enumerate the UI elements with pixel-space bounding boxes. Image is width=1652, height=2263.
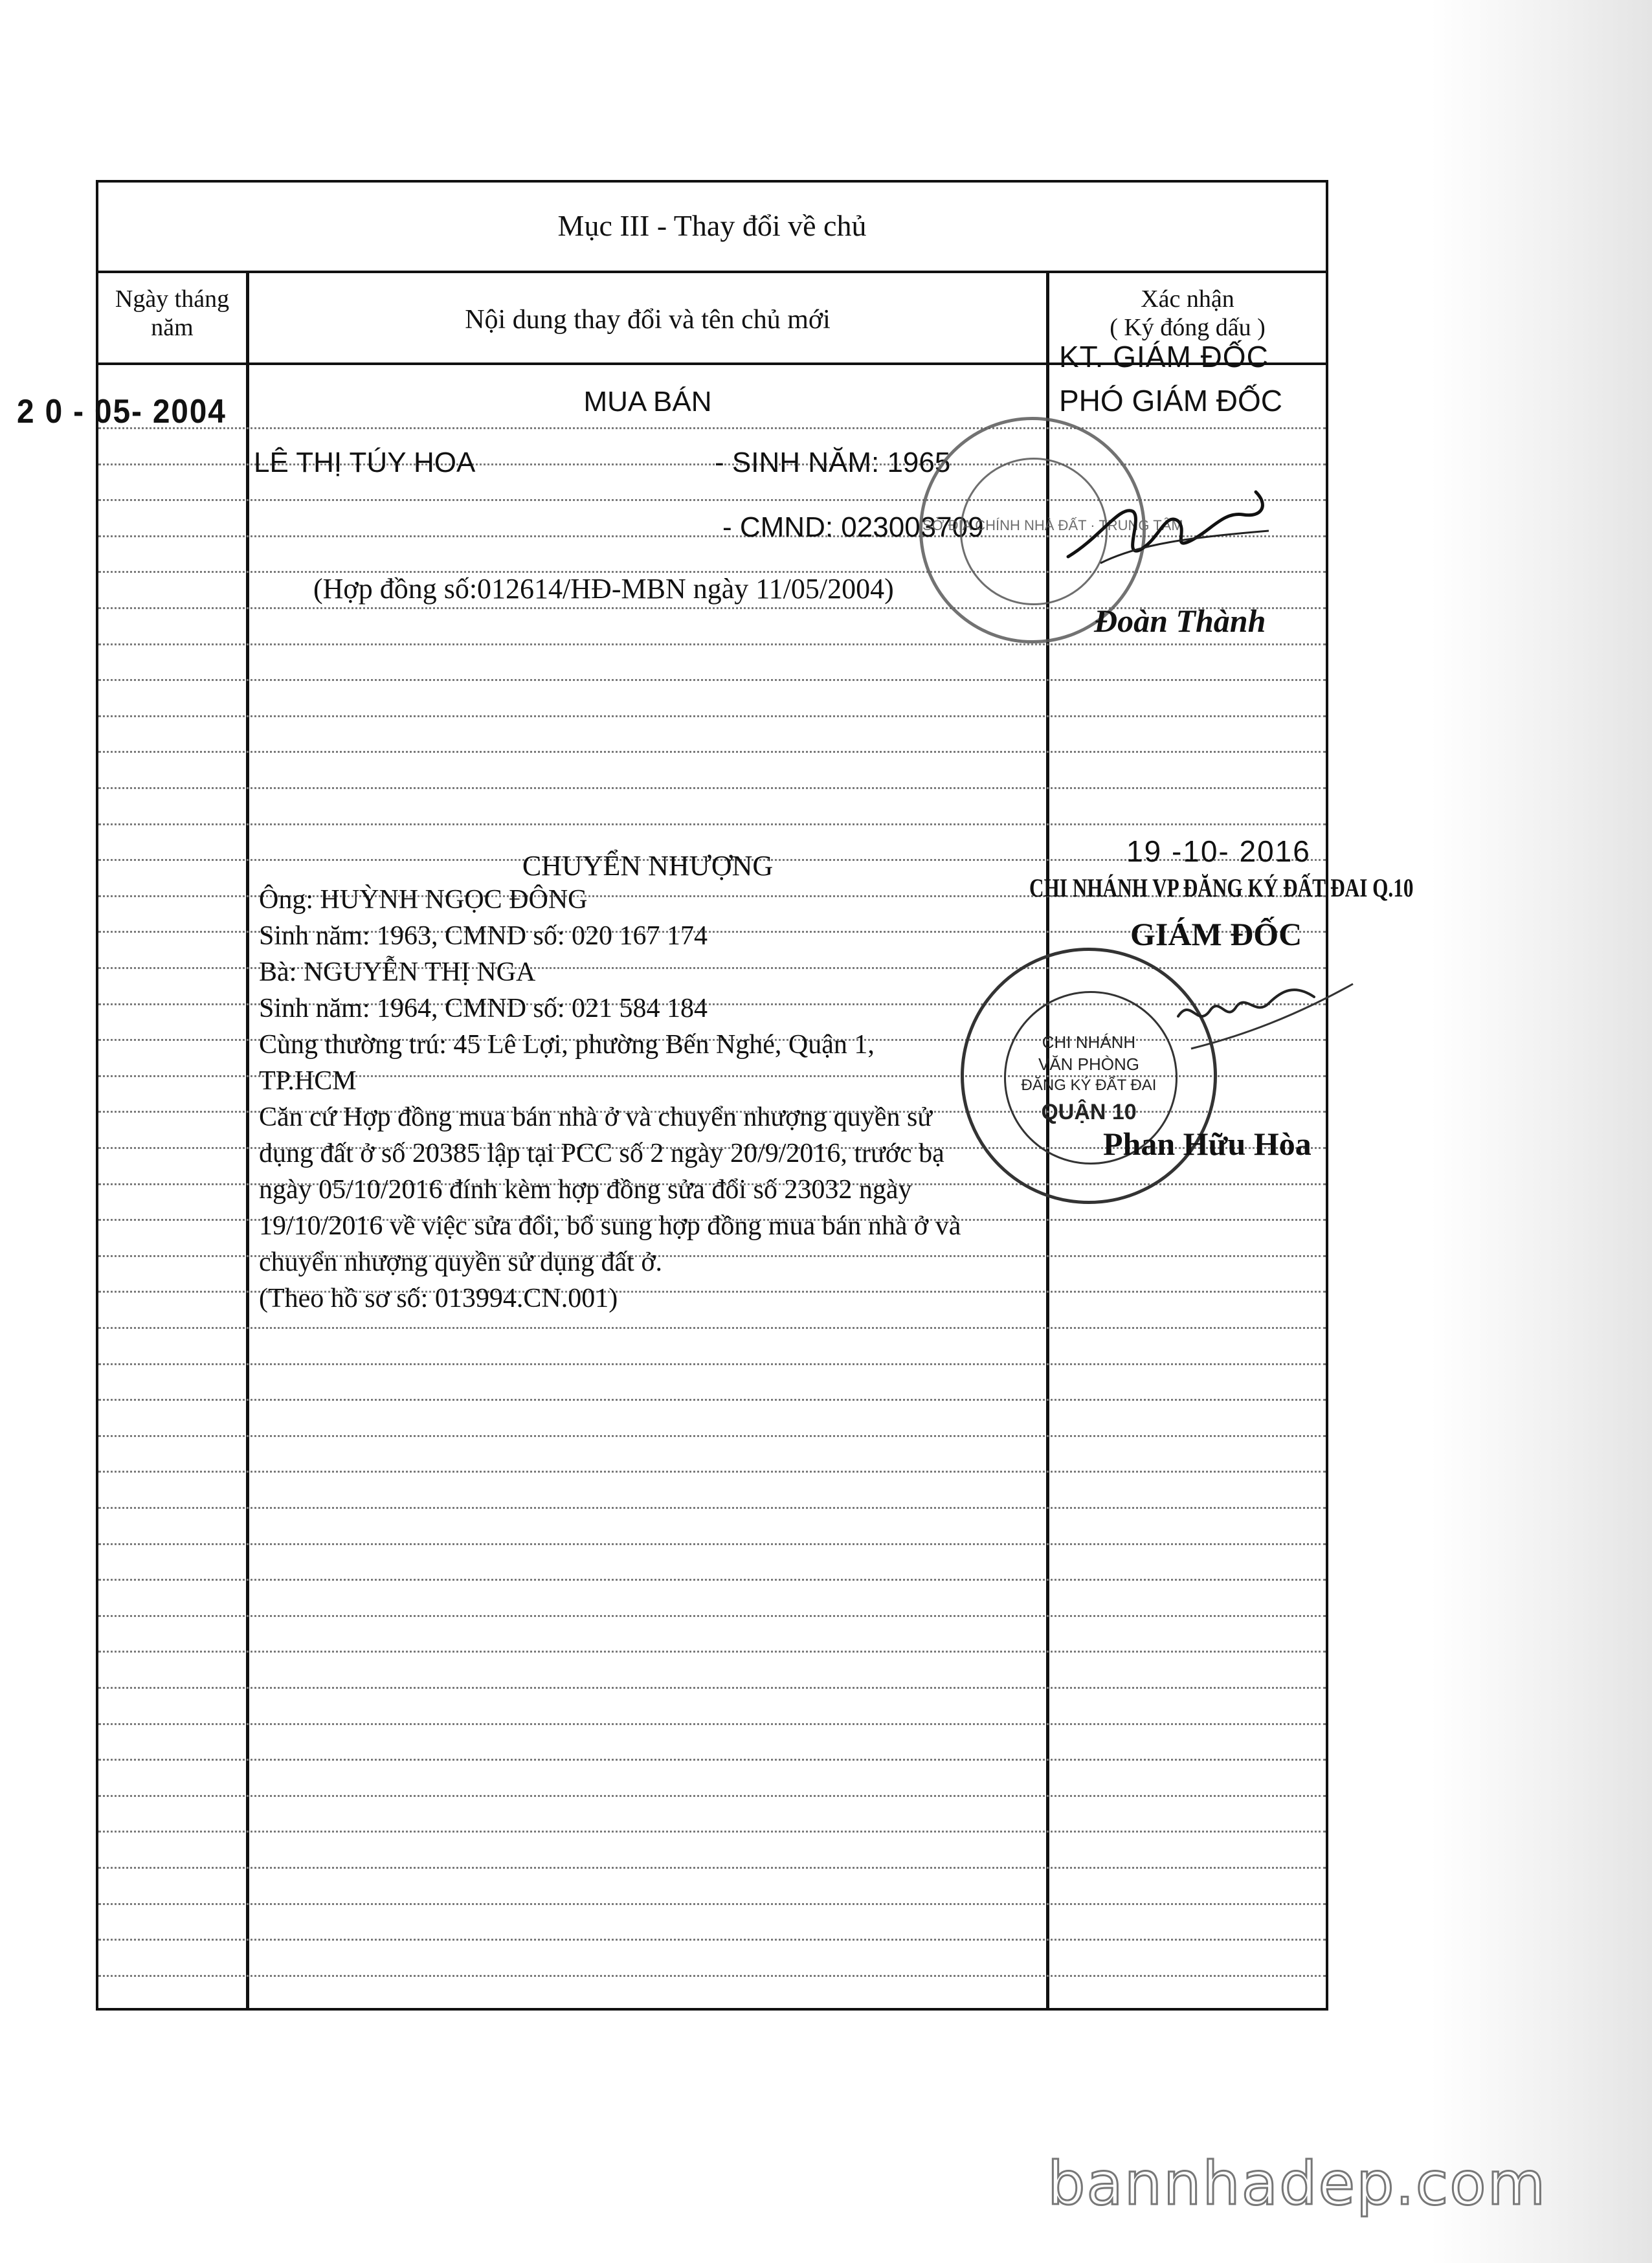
entry2-line: ngày 05/10/2016 đính kèm hợp đồng sửa đổi số 23032 ngày — [259, 1175, 912, 1205]
entry2-line: dụng đất ở số 20385 lập tại PCC số 2 ngày 20/9/2016, trước bạ — [259, 1139, 944, 1168]
ruled-line — [98, 643, 1326, 645]
entry1-signer-name: Đoàn Thành — [1094, 603, 1266, 639]
site-watermark: bannhadep.com — [1047, 2149, 1547, 2218]
header-divider — [96, 271, 1328, 273]
ruled-line — [98, 1723, 1326, 1725]
entry1-confirm-title2: PHÓ GIÁM ĐỐC — [1059, 384, 1283, 418]
entry1-date-stamp: 2 0 - 05- 2004 — [17, 393, 227, 430]
section-title: Mục III - Thay đổi về chủ — [557, 209, 867, 242]
ruled-line — [98, 823, 1326, 825]
ruled-line — [98, 427, 1326, 429]
entry1-confirm-title1: KT. GIÁM ĐỐC — [1059, 340, 1269, 373]
ruled-line — [98, 1795, 1326, 1797]
entry2-confirm-office: CHI NHÁNH VP ĐĂNG KÝ ĐẤT ĐAI Q.10 — [1029, 873, 1414, 902]
entry2-stamp-line: CHI NHÁNH — [1042, 1032, 1136, 1052]
ruled-line — [98, 679, 1326, 681]
ruled-line — [98, 751, 1326, 753]
col-header-date: Ngày tháng năm — [115, 285, 230, 341]
ruled-line — [98, 1687, 1326, 1689]
ruled-line — [98, 1507, 1326, 1509]
entry2-line: Bà: NGUYỄN THỊ NGA — [259, 957, 536, 987]
entry2-line: Sinh năm: 1964, CMND số: 021 584 184 — [259, 994, 708, 1023]
entry1-birth: - SINH NĂM: 1965 — [715, 447, 951, 478]
col-header-content: Nội dung thay đổi và tên chủ mới — [465, 305, 831, 335]
ruled-line — [98, 1975, 1326, 1977]
ruled-line — [98, 787, 1326, 789]
entry2-line: TP.HCM — [259, 1066, 357, 1096]
ruled-line — [98, 1759, 1326, 1761]
ruled-line — [98, 715, 1326, 717]
entry1-name: LÊ THỊ TÚY HOA — [254, 447, 476, 478]
ruled-line — [98, 1543, 1326, 1545]
entry1-id: - CMND: 023003709 — [722, 511, 984, 543]
entry2-line: Căn cứ Hợp đồng mua bán nhà ở và chuyển nhượng quyền sử — [259, 1102, 933, 1132]
entry2-confirm-date: 19 -10- 2016 — [1126, 834, 1311, 868]
ruled-line — [98, 1939, 1326, 1941]
ruled-line — [98, 1363, 1326, 1365]
ruled-line — [98, 1435, 1326, 1437]
entry2-signer-name: Phan Hữu Hòa — [1103, 1126, 1312, 1162]
ruled-line — [98, 1903, 1326, 1905]
ruled-line — [98, 1471, 1326, 1473]
entry1-contract: (Hợp đồng số:012614/HĐ-MBN ngày 11/05/2004) — [313, 573, 894, 605]
ruled-line — [98, 1831, 1326, 1833]
entry2-stamp-line: VĂN PHÒNG — [1038, 1054, 1140, 1074]
col-header-confirm: Xác nhận — [1141, 285, 1234, 313]
ruled-line — [98, 1327, 1326, 1329]
date-column-divider — [246, 271, 249, 2011]
ruled-line — [98, 1615, 1326, 1617]
entry2-stamp-line: ĐĂNG KÝ ĐẤT ĐAI — [1021, 1076, 1157, 1094]
entry2-line: (Theo hồ sơ số: 013994.CN.001) — [259, 1284, 618, 1313]
entry2-stamp-line: QUẬN 10 — [1041, 1100, 1137, 1124]
entry1-stamp-text: SỞ ĐỊA CHÍNH NHÀ ĐẤT · TRUNG TÂM — [922, 517, 1183, 533]
entry2-confirm-title: GIÁM ĐỐC — [1130, 916, 1302, 952]
ruled-line — [98, 1399, 1326, 1401]
entry2-line: Cùng thường trú: 45 Lê Lợi, phường Bến Nghé, Quận 1, — [259, 1030, 875, 1060]
entry2-line: chuyển nhượng quyền sử dụng đất ở. — [259, 1247, 663, 1277]
ruled-line — [98, 1579, 1326, 1581]
col-header-confirm-sub: ( Ký đóng dấu ) — [1110, 314, 1266, 341]
entry1-title: MUA BÁN — [583, 386, 712, 418]
entry2-title: CHUYỂN NHƯỢNG — [522, 850, 774, 882]
entry1-signature — [1062, 466, 1282, 596]
ruled-line — [98, 1651, 1326, 1653]
page-edge-shadow — [1431, 0, 1652, 2263]
entry2-line: Ông: HUỲNH NGỌC ĐÔNG — [259, 885, 588, 915]
ruled-line — [98, 1867, 1326, 1869]
entry2-signature — [1165, 958, 1359, 1068]
entry2-line: 19/10/2016 về việc sửa đổi, bổ sung hợp đồng mua bán nhà ở và — [259, 1211, 961, 1241]
entry2-line: Sinh năm: 1963, CMND số: 020 167 174 — [259, 921, 708, 951]
